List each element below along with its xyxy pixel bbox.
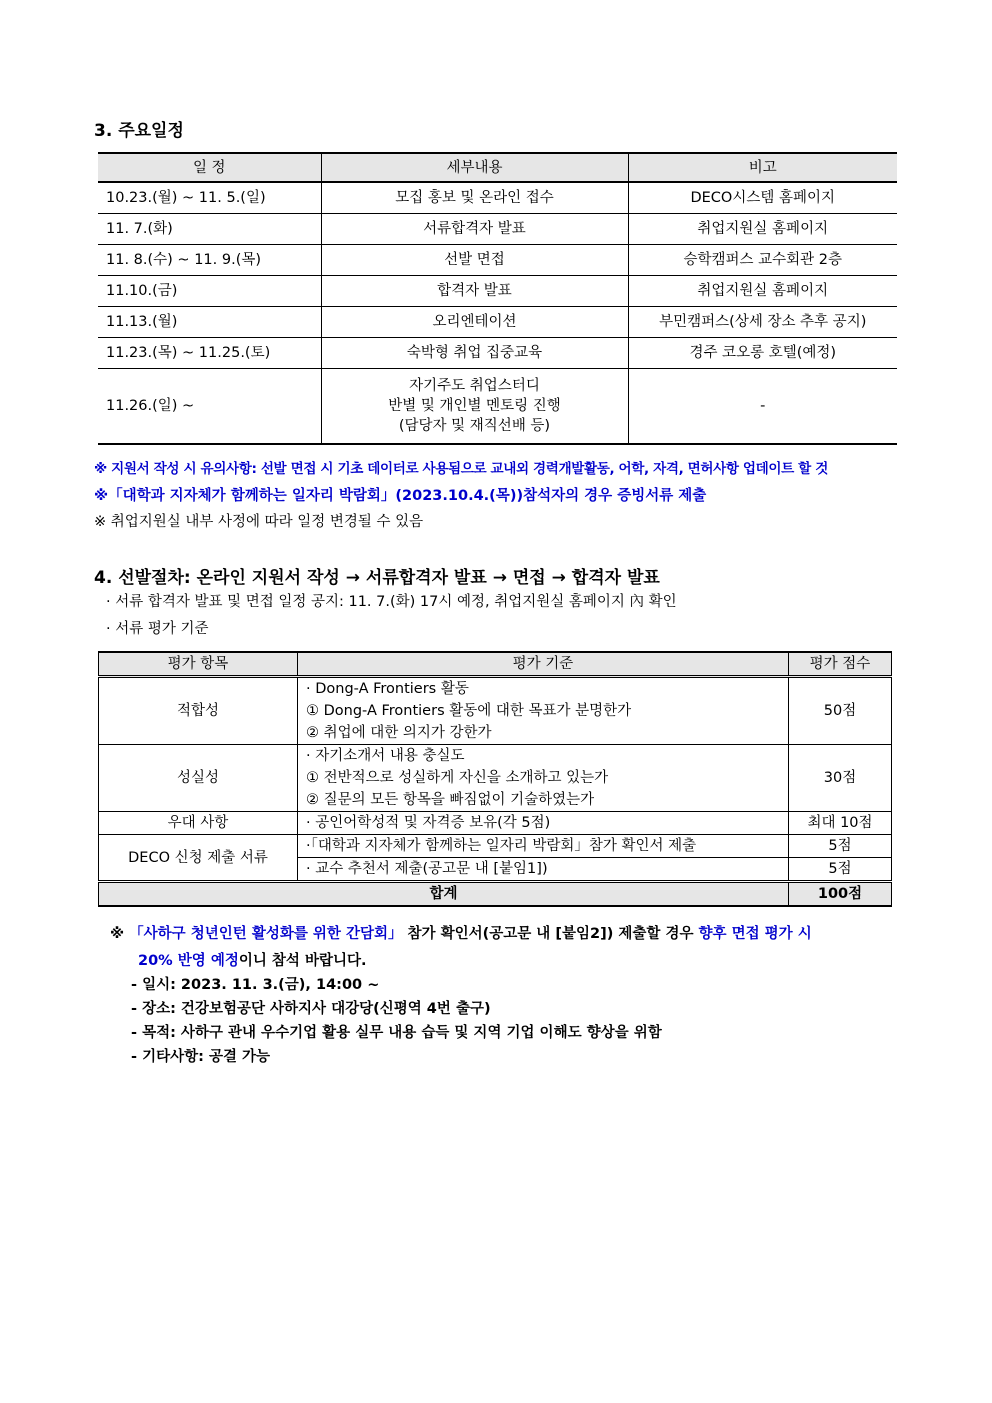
table-row [99, 745, 892, 812]
criteria-line: ② 질문의 모든 항목을 빠짐없이 기술하였는가 [306, 792, 595, 808]
eval-criteria [298, 677, 789, 745]
eval-item: 적합성 [99, 677, 298, 745]
schedule-date: 11.26.(일) ~ [98, 369, 321, 445]
schedule-note-1: ※ 지원서 작성 시 유의사항: 선발 면접 시 기초 데이터로 사용됨으로 교내외 경력개발활동, 어학, 자격, 면허사항 업데이트 할 것 [94, 461, 828, 477]
table-row [98, 338, 897, 369]
eval-header-score: 평가 점수 [789, 652, 892, 677]
eval-score: 30점 [789, 745, 892, 812]
total-row [99, 882, 892, 907]
detail-line: (담당자 및 재직선배 등) [398, 418, 551, 434]
interview-notice [110, 921, 896, 975]
schedule-date: 11. 8.(수) ~ 11. 9.(목) [98, 245, 321, 276]
detail-line: 반별 및 개인별 멘토링 진행 [388, 398, 561, 414]
eval-score: 최대 10점 [789, 812, 892, 835]
schedule-detail: 선발 면접 [321, 245, 628, 276]
eval-criteria: · 교수 추천서 제출(공고문 내 [붙임1]) [298, 858, 789, 882]
table-row [99, 677, 892, 745]
schedule-note: 취업지원실 홈페이지 [628, 214, 897, 245]
criteria-line: ① 전반적으로 성실하게 자신을 소개하고 있는가 [306, 770, 609, 786]
eval-item: 우대 사항 [99, 812, 298, 835]
table-row [98, 307, 897, 338]
table-row [98, 245, 897, 276]
schedule-detail: 합격자 발표 [321, 276, 628, 307]
notice-percent: 20% 반영 예정 [138, 953, 239, 969]
criteria-line: · 자기소개서 내용 충실도 [306, 748, 465, 764]
schedule-date: 10.23.(월) ~ 11. 5.(일) [98, 182, 321, 214]
schedule-note-3: ※ 취업지원실 내부 사정에 따라 일정 변경될 수 있음 [94, 514, 424, 530]
table-row [98, 276, 897, 307]
criteria-line: ② 취업에 대한 의지가 강한가 [306, 725, 492, 741]
notice-text-end: 이니 참석 바랍니다. [238, 953, 367, 969]
total-score: 100점 [789, 882, 892, 907]
schedule-date: 11.23.(목) ~ 11.25.(토) [98, 338, 321, 369]
schedule-header-note: 비고 [628, 153, 897, 182]
schedule-date: 11.13.(월) [98, 307, 321, 338]
schedule-note: DECO시스템 홈페이지 [628, 182, 897, 214]
eval-item: DECO 신청 제출 서류 [99, 835, 298, 882]
schedule-header-date: 일 정 [98, 153, 321, 182]
eval-criteria: · 공인어학성적 및 자격증 보유(각 5점) [298, 812, 789, 835]
schedule-header-detail: 세부내용 [321, 153, 628, 182]
eval-item: 성실성 [99, 745, 298, 812]
notice-highlight: 향후 면접 평가 시 [698, 926, 812, 942]
schedule-detail [321, 369, 628, 445]
detail-place: - 장소: 건강보험공단 사하지사 대강당(신평역 4번 출구) [131, 1001, 491, 1017]
criteria-line: ① Dong-A Frontiers 활동에 대한 목표가 분명한가 [306, 703, 632, 719]
schedule-note: 취업지원실 홈페이지 [628, 276, 897, 307]
schedule-date: 11.10.(금) [98, 276, 321, 307]
detail-line: 자기주도 취업스터디 [409, 378, 540, 394]
table-row [98, 182, 897, 214]
notice-event-name: 「사하구 청년인턴 활성화를 위한 간담회」 [129, 926, 403, 942]
evaluation-table [98, 651, 892, 907]
schedule-detail: 모집 홍보 및 온라인 접수 [321, 182, 628, 214]
schedule-table [98, 152, 897, 445]
schedule-detail: 오리엔테이션 [321, 307, 628, 338]
notice-text: 참가 확인서(공고문 내 [붙임2]) 제출할 경우 [402, 926, 699, 942]
criteria-line: · Dong-A Frontiers 활동 [306, 681, 469, 697]
schedule-detail: 숙박형 취업 집중교육 [321, 338, 628, 369]
detail-date: - 일시: 2023. 11. 3.(금), 14:00 ~ [131, 977, 380, 993]
schedule-note-2: ※「대학과 지자체가 함께하는 일자리 박람회」(2023.10.4.(목))참석자의 경우 증빙서류 제출 [94, 488, 707, 504]
table-row [98, 369, 897, 445]
table-row [99, 835, 892, 858]
schedule-note: - [628, 369, 897, 445]
table-row [99, 812, 892, 835]
total-label: 합계 [99, 882, 789, 907]
schedule-note: 승학캠퍼스 교수회관 2층 [628, 245, 897, 276]
schedule-note: 경주 코오롱 호텔(예정) [628, 338, 897, 369]
eval-criteria [298, 745, 789, 812]
section3-heading: 3. 주요일정 [94, 121, 184, 141]
eval-score: 50점 [789, 677, 892, 745]
notice-mark: ※ [110, 926, 125, 942]
eval-header-criteria: 평가 기준 [298, 652, 789, 677]
table-row [98, 214, 897, 245]
eval-score: 5점 [789, 835, 892, 858]
section4-bullet-1: · 서류 합격자 발표 및 면접 일정 공지: 11. 7.(화) 17시 예정, 취업지원실 홈페이지 內 확인 [106, 594, 677, 610]
eval-score: 5점 [789, 858, 892, 882]
eval-criteria: ·「대학과 지자체가 함께하는 일자리 박람회」참가 확인서 제출 [298, 835, 789, 858]
detail-purpose: - 목적: 사하구 관내 우수기업 활용 실무 내용 습득 및 지역 기업 이해도 향상을 위함 [131, 1025, 662, 1041]
schedule-date: 11. 7.(화) [98, 214, 321, 245]
section4-bullet-2: · 서류 평가 기준 [106, 621, 209, 637]
detail-etc: - 기타사항: 공결 가능 [131, 1049, 271, 1065]
section4-heading: 4. 선발절차: 온라인 지원서 작성 → 서류합격자 발표 → 면접 → 합격자 발표 [94, 568, 660, 588]
schedule-detail: 서류합격자 발표 [321, 214, 628, 245]
eval-header-item: 평가 항목 [99, 652, 298, 677]
schedule-note: 부민캠퍼스(상세 장소 추후 공지) [628, 307, 897, 338]
